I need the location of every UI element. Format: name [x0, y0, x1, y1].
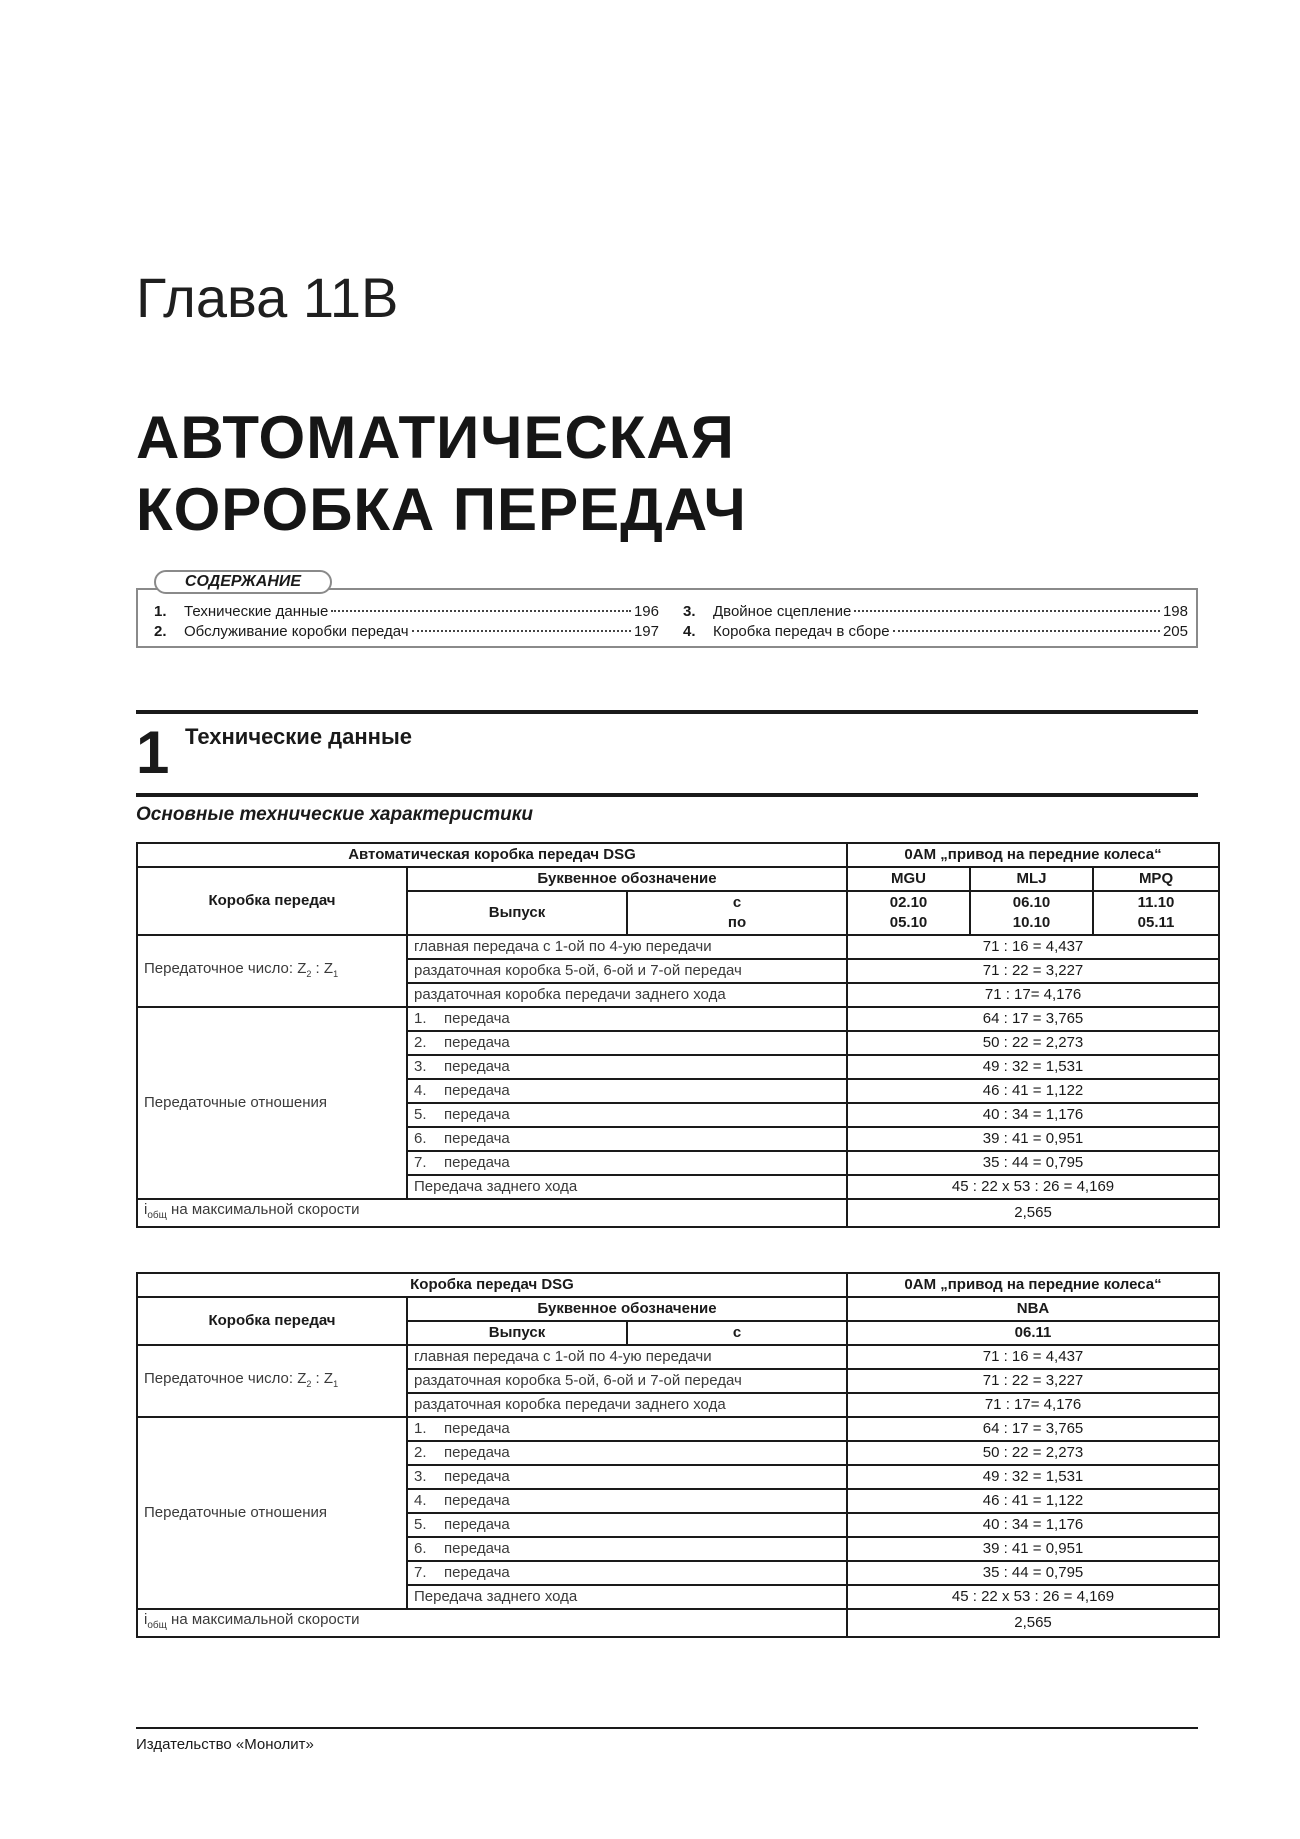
toc-item[interactable] [683, 602, 1188, 622]
gear-label: передача [444, 1034, 510, 1051]
toc-item[interactable] [154, 622, 659, 642]
ratio-row-label: главная передача с 1-ой по 4-ую передачи [407, 935, 847, 959]
max-speed-value: 2,565 [847, 1609, 1219, 1637]
gear-number: 1. [414, 1010, 427, 1027]
gear-row-value: 64 : 17 = 3,765 [847, 1007, 1219, 1031]
gear-row-label [407, 1513, 847, 1537]
ratio-sub-2: 2 [306, 968, 312, 979]
ratio-row-label: раздаточная коробка передачи заднего хода [407, 983, 847, 1007]
gear-row-value: 49 : 32 = 1,531 [847, 1055, 1219, 1079]
reverse-gear-value: 45 : 22 x 53 : 26 = 4,169 [847, 1585, 1219, 1609]
gear-row-value: 50 : 22 = 2,273 [847, 1441, 1219, 1465]
code-cell: MGU [847, 867, 970, 891]
gear-number: 6. [414, 1540, 427, 1557]
gear-label: передача [444, 1564, 510, 1581]
table-header-right: 0AM „привод на передние колеса“ [847, 843, 1219, 867]
release-value: 06.11 [847, 1321, 1219, 1345]
release-dates [970, 891, 1093, 935]
max-speed-label [137, 1199, 847, 1227]
release-dates [847, 891, 970, 935]
release-label: Выпуск [407, 1321, 627, 1345]
gear-number: 3. [414, 1058, 427, 1075]
ratio-label-text: Передаточное число: Z [144, 1369, 307, 1387]
table-row [137, 1007, 1219, 1031]
gearbox-label: Коробка передач [137, 867, 407, 935]
ratio-colon: : Z [311, 959, 334, 977]
ratio-row-label: раздаточная коробка 5-ой, 6-ой и 7-ой передач [407, 1369, 847, 1393]
release-from-to [627, 891, 847, 935]
ratio-row-value: 71 : 17= 4,176 [847, 983, 1219, 1007]
gear-number: 5. [414, 1516, 427, 1533]
max-speed-value: 2,565 [847, 1199, 1219, 1227]
code-cell: MPQ [1093, 867, 1219, 891]
ratio-row-value: 71 : 16 = 4,437 [847, 1345, 1219, 1369]
chapter-label: Глава 11B [136, 266, 399, 329]
toc-item-page: 197 [633, 623, 659, 640]
section-rule-bottom [136, 793, 1198, 797]
footer-rule [136, 1727, 1198, 1729]
ratio-label-text: Передаточное число: Z [144, 959, 307, 977]
toc-item-number: 2. [154, 623, 167, 640]
table-header-right: 0AM „привод на передние колеса“ [847, 1273, 1219, 1297]
gear-label: передача [444, 1082, 510, 1099]
i-subscript: общ [147, 1620, 167, 1631]
release-from-date: 06.10 [1012, 894, 1051, 911]
toc-item-page: 196 [633, 603, 659, 620]
code-cell: MLJ [970, 867, 1093, 891]
release-to-date: 05.10 [889, 914, 928, 931]
gear-label: передача [444, 1106, 510, 1123]
page-title [136, 402, 747, 546]
gear-number: 7. [414, 1154, 427, 1171]
ratio-row-label: раздаточная коробка передачи заднего хода [407, 1393, 847, 1417]
ratio-colon: : Z [311, 1369, 334, 1387]
release-to-date: 05.11 [1137, 914, 1175, 931]
gear-label: передача [444, 1154, 510, 1171]
gear-label: передача [444, 1492, 510, 1509]
gear-number: 7. [414, 1564, 427, 1581]
toc-item-label: Технические данные [184, 603, 329, 620]
ratio-row-value: 71 : 22 = 3,227 [847, 1369, 1219, 1393]
table-row [137, 867, 1219, 891]
table-row [137, 1345, 1219, 1369]
gear-label: передача [444, 1468, 510, 1485]
gear-number: 4. [414, 1492, 427, 1509]
toc-item-number: 1. [154, 603, 167, 620]
gear-row-label [407, 1127, 847, 1151]
gear-row-value: 40 : 34 = 1,176 [847, 1103, 1219, 1127]
gear-row-label [407, 1151, 847, 1175]
title-line-2: КОРОБКА ПЕРЕДАЧ [136, 476, 747, 543]
toc-item-page: 198 [1162, 603, 1188, 620]
gear-row-label [407, 1031, 847, 1055]
toc-heading: СОДЕРЖАНИЕ [154, 570, 332, 594]
gear-row-label [407, 1103, 847, 1127]
gear-label: передача [444, 1444, 510, 1461]
gear-number: 6. [414, 1130, 427, 1147]
gear-label: передача [444, 1540, 510, 1557]
section-title: Технические данные [185, 724, 412, 749]
gear-row-value: 35 : 44 = 0,795 [847, 1561, 1219, 1585]
gear-row-label [407, 1489, 847, 1513]
toc-leader [412, 630, 631, 632]
table-header-left: Коробка передач DSG [137, 1273, 847, 1297]
toc-leader [331, 610, 631, 612]
from-label: с [732, 894, 742, 911]
ratio-sub-1: 1 [333, 1378, 339, 1389]
ratio-row-value: 71 : 17= 4,176 [847, 1393, 1219, 1417]
reverse-gear-value: 45 : 22 x 53 : 26 = 4,169 [847, 1175, 1219, 1199]
gear-label: передача [444, 1130, 510, 1147]
table-row [137, 1417, 1219, 1441]
title-line-1: АВТОМАТИЧЕСКАЯ [136, 404, 735, 471]
ratio-sub-2: 2 [306, 1378, 312, 1389]
release-label: Выпуск [407, 891, 627, 935]
section-number: 1 [136, 719, 170, 786]
max-speed-text: на максимальной скорости [166, 1201, 360, 1218]
table-row [137, 843, 1219, 867]
letter-designation-label: Буквенное обозначение [407, 1297, 847, 1321]
release-from-date: 11.10 [1137, 894, 1175, 911]
toc-column-right [683, 602, 1188, 642]
gear-row-label [407, 1055, 847, 1079]
gear-number: 3. [414, 1468, 427, 1485]
table-row [137, 1199, 1219, 1227]
toc-column-left [154, 602, 659, 642]
table-row [137, 1609, 1219, 1637]
gear-number: 1. [414, 1420, 427, 1437]
max-speed-label [137, 1609, 847, 1637]
toc-item-page: 205 [1162, 623, 1188, 640]
gear-number: 2. [414, 1034, 427, 1051]
ratio-row-label: главная передача с 1-ой по 4-ую передачи [407, 1345, 847, 1369]
ratio-group-label [137, 935, 407, 1007]
gear-number: 2. [414, 1444, 427, 1461]
letter-designation-label: Буквенное обозначение [407, 867, 847, 891]
gear-row-label [407, 1441, 847, 1465]
gear-row-value: 39 : 41 = 0,951 [847, 1127, 1219, 1151]
toc-item-label: Обслуживание коробки передач [184, 623, 409, 640]
toc-item-label: Двойное сцепление [713, 603, 852, 620]
toc-item-label: Коробка передач в сборе [713, 623, 890, 640]
ratio-sub-1: 1 [333, 968, 339, 979]
i-subscript: общ [147, 1210, 167, 1221]
gear-label: передача [444, 1516, 510, 1533]
subheading: Основные технические характеристики [136, 804, 533, 825]
toc-leader [893, 630, 1160, 632]
table-header-left: Автоматическая коробка передач DSG [137, 843, 847, 867]
table-row [137, 935, 1219, 959]
gear-group-label: Передаточные отношения [137, 1417, 407, 1609]
gear-label: передача [444, 1058, 510, 1075]
code-cell: NBA [847, 1297, 1219, 1321]
toc-item[interactable] [154, 602, 659, 622]
toc-leader [854, 610, 1160, 612]
table-row [137, 1297, 1219, 1321]
gearbox-label: Коробка передач [137, 1297, 407, 1345]
gear-number: 5. [414, 1106, 427, 1123]
publisher-footer: Издательство «Монолит» [136, 1736, 314, 1753]
gear-row-label [407, 1537, 847, 1561]
gear-row-value: 35 : 44 = 0,795 [847, 1151, 1219, 1175]
release-dates [1093, 891, 1219, 935]
gear-row-value: 46 : 41 = 1,122 [847, 1489, 1219, 1513]
release-from-date: 02.10 [889, 894, 928, 911]
table-of-contents [136, 573, 1198, 648]
toc-item[interactable] [683, 622, 1188, 642]
table-row [137, 1273, 1219, 1297]
spec-table-2 [136, 1272, 1220, 1638]
release-to-date: 10.10 [1012, 914, 1051, 931]
gear-row-value: 50 : 22 = 2,273 [847, 1031, 1219, 1055]
ratio-row-label: раздаточная коробка 5-ой, 6-ой и 7-ой передач [407, 959, 847, 983]
toc-item-number: 3. [683, 603, 696, 620]
gear-row-value: 40 : 34 = 1,176 [847, 1513, 1219, 1537]
gear-label: передача [444, 1010, 510, 1027]
gear-group-label: Передаточные отношения [137, 1007, 407, 1199]
toc-item-number: 4. [683, 623, 696, 640]
ratio-row-value: 71 : 22 = 3,227 [847, 959, 1219, 983]
ratio-row-value: 71 : 16 = 4,437 [847, 935, 1219, 959]
spec-table-1 [136, 842, 1220, 1228]
reverse-gear-label: Передача заднего хода [407, 1585, 847, 1609]
gear-number: 4. [414, 1082, 427, 1099]
gear-label: передача [444, 1420, 510, 1437]
section-rule-top [136, 710, 1198, 714]
gear-row-value: 46 : 41 = 1,122 [847, 1079, 1219, 1103]
to-label: по [727, 914, 747, 931]
reverse-gear-label: Передача заднего хода [407, 1175, 847, 1199]
gear-row-value: 39 : 41 = 0,951 [847, 1537, 1219, 1561]
gear-row-label [407, 1561, 847, 1585]
i-symbol: i [144, 1611, 148, 1628]
gear-row-label [407, 1079, 847, 1103]
max-speed-text: на максимальной скорости [166, 1611, 360, 1628]
gear-row-value: 49 : 32 = 1,531 [847, 1465, 1219, 1489]
i-symbol: i [144, 1201, 148, 1218]
ratio-group-label [137, 1345, 407, 1417]
gear-row-label [407, 1007, 847, 1031]
gear-row-label [407, 1417, 847, 1441]
gear-row-label [407, 1465, 847, 1489]
gear-row-value: 64 : 17 = 3,765 [847, 1417, 1219, 1441]
from-label: с [627, 1321, 847, 1345]
